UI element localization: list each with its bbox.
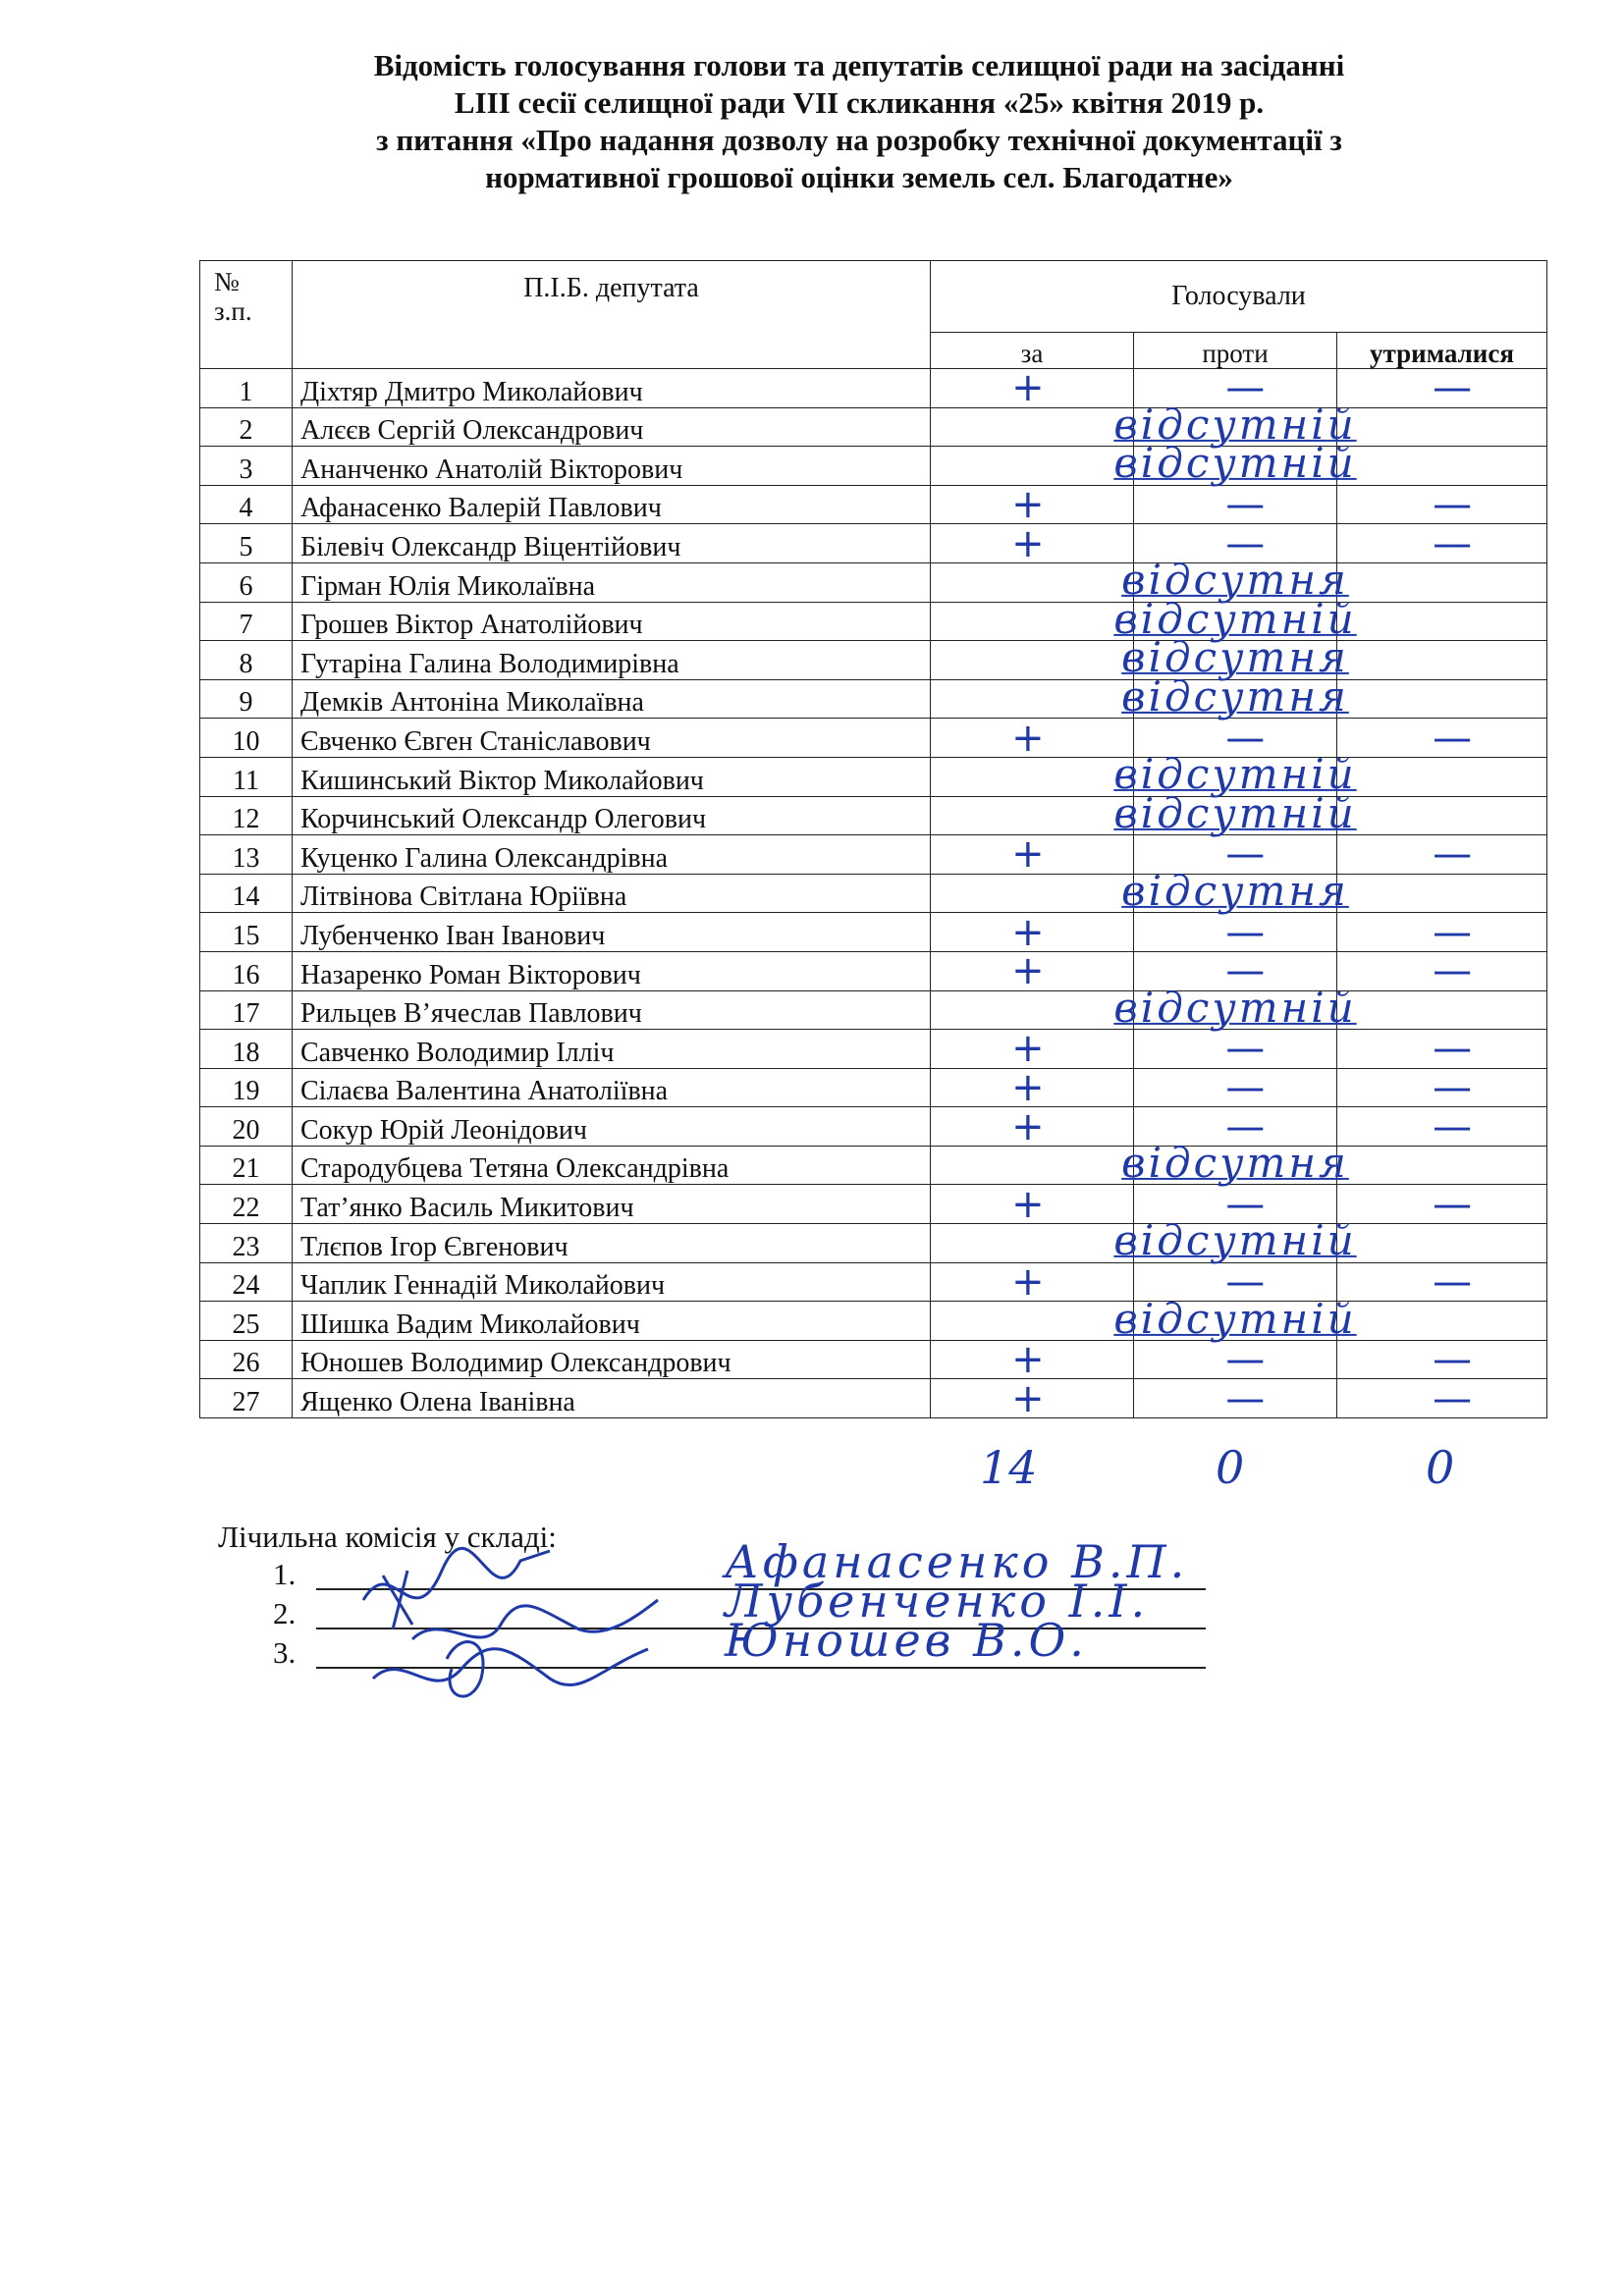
- handwritten-dash: —: [1225, 831, 1266, 878]
- handwritten-dash: —: [1225, 520, 1266, 566]
- vote-abstained-cell: [1337, 679, 1547, 719]
- vote-for-cell: [931, 948, 1134, 994]
- column-number-header: № з.п.: [200, 261, 293, 369]
- handwritten-dash: —: [1225, 1337, 1266, 1383]
- deputy-name: Діхтяр Дмитро Миколайович: [293, 369, 931, 408]
- vote-abstained-cell: [1337, 520, 1547, 566]
- vote-abstained-cell: [1337, 1375, 1547, 1421]
- deputy-name: Афанасенко Валерій Павлович: [293, 485, 931, 524]
- handwritten-plus: +: [1011, 1337, 1045, 1383]
- deputy-name: Корчинський Олександр Олегович: [293, 796, 931, 835]
- vote-abstained-cell: [1337, 909, 1547, 955]
- vote-against-cell: [1121, 866, 1349, 915]
- table-row: [200, 990, 1547, 1030]
- vote-abstained-cell: [1337, 1103, 1547, 1149]
- deputy-name: Білевіч Олександр Віцентійович: [293, 524, 931, 563]
- vote-abstained-cell: [1337, 1337, 1547, 1383]
- table-row: [200, 679, 1547, 719]
- vote-for-cell: [931, 796, 1134, 835]
- deputy-name: Куценко Галина Олександрівна: [293, 835, 931, 875]
- vote-for-cell: [931, 1064, 1134, 1110]
- vote-for-cell: [931, 1302, 1134, 1341]
- vote-abstained-cell: [1337, 602, 1547, 641]
- handwritten-plus: +: [1011, 1258, 1045, 1305]
- signature-number: 1.: [273, 1557, 297, 1591]
- signature-name: Юношев В.О.: [725, 1614, 1088, 1667]
- voting-table: [199, 260, 1547, 1421]
- vote-for-cell: [931, 1146, 1134, 1185]
- vote-for-cell: [931, 365, 1134, 411]
- total-against: 0: [1216, 1441, 1245, 1494]
- row-number: 16: [200, 951, 293, 990]
- row-number: 24: [200, 1262, 293, 1302]
- deputy-name: Тлєпов Ігор Євгенович: [293, 1224, 931, 1263]
- total-for: 14: [980, 1441, 1038, 1494]
- signature-name: Афанасенко В.П.: [725, 1535, 1189, 1588]
- handwritten-dash: —: [1433, 1337, 1473, 1383]
- vote-for-cell: [931, 757, 1134, 796]
- vote-for-cell: [931, 562, 1134, 602]
- row-number: 23: [200, 1224, 293, 1263]
- handwritten-dash: —: [1225, 715, 1266, 761]
- row-number: 25: [200, 1302, 293, 1341]
- deputy-name: Євченко Євген Станіславович: [293, 719, 931, 758]
- vote-for-cell: [931, 1103, 1134, 1149]
- handwritten-absent: відсутня: [1121, 633, 1349, 682]
- handwritten-absent: відсутня: [1121, 866, 1349, 915]
- deputy-name: Лубенченко Іван Іванович: [293, 913, 931, 952]
- vote-abstained-cell: [1337, 562, 1547, 602]
- handwritten-dash: —: [1225, 1064, 1266, 1110]
- table-row: [200, 796, 1547, 835]
- handwritten-plus: +: [1011, 520, 1045, 566]
- row-number: 7: [200, 602, 293, 641]
- vote-abstained-cell: [1337, 447, 1547, 486]
- deputy-name: Алєєв Сергій Олександрович: [293, 407, 931, 447]
- vote-for-cell: [931, 990, 1134, 1030]
- handwritten-plus: +: [1011, 831, 1045, 878]
- deputy-name: Ананченко Анатолій Вікторович: [293, 447, 931, 486]
- handwritten-dash: —: [1433, 909, 1473, 955]
- deputy-name: Юношев Володимир Олександрович: [293, 1340, 931, 1379]
- row-number: 17: [200, 990, 293, 1030]
- row-number: 12: [200, 796, 293, 835]
- vote-against-cell: [1121, 671, 1349, 721]
- row-number: 15: [200, 913, 293, 952]
- handwritten-dash: —: [1433, 1258, 1473, 1305]
- row-number: 18: [200, 1030, 293, 1069]
- vote-against-cell: [1113, 788, 1357, 837]
- deputy-name: Гутаріна Галина Володимирівна: [293, 641, 931, 680]
- row-number: 1: [200, 369, 293, 408]
- handwritten-signatures: [353, 1531, 668, 1718]
- vote-abstained-cell: [1337, 715, 1547, 761]
- table-row: [200, 1146, 1547, 1185]
- table-row: [200, 1379, 1547, 1418]
- table-row: [200, 1224, 1547, 1263]
- vote-against-cell: [1134, 482, 1337, 528]
- document-title: [236, 47, 1483, 196]
- deputy-name: Сілаєва Валентина Анатоліївна: [293, 1068, 931, 1107]
- deputy-name: Стародубцева Тетяна Олександрівна: [293, 1146, 931, 1185]
- handwritten-absent: відсутній: [1113, 750, 1357, 799]
- title-line-4: нормативної грошової оцінки земель сел. Благодатне»: [485, 160, 1233, 194]
- vote-abstained-cell: [1337, 1181, 1547, 1227]
- vote-for-cell: [931, 447, 1134, 486]
- vote-abstained-cell: [1337, 407, 1547, 447]
- vote-abstained-cell: [1337, 757, 1547, 796]
- handwritten-dash: —: [1433, 1026, 1473, 1072]
- vote-for-cell: [931, 641, 1134, 680]
- handwritten-absent: відсутня: [1121, 671, 1349, 721]
- column-abstained-header: утрималися: [1337, 333, 1547, 369]
- row-number: 20: [200, 1107, 293, 1147]
- column-for-header: за: [931, 333, 1134, 369]
- vote-for-cell: [931, 1026, 1134, 1072]
- handwritten-plus: +: [1011, 482, 1045, 528]
- title-line-3: з питання «Про надання дозволу на розробку технічної документації з: [376, 123, 1342, 157]
- handwritten-plus: +: [1011, 1375, 1045, 1421]
- vote-against-cell: [1113, 1294, 1357, 1343]
- row-number: 10: [200, 719, 293, 758]
- vote-against-cell: [1134, 1026, 1337, 1072]
- vote-abstained-cell: [1337, 365, 1547, 411]
- deputy-name: Демків Антоніна Миколаївна: [293, 679, 931, 719]
- row-number: 4: [200, 485, 293, 524]
- handwritten-dash: —: [1225, 482, 1266, 528]
- signature-number: 2.: [273, 1596, 297, 1630]
- deputy-name: Чаплик Геннадій Миколайович: [293, 1262, 931, 1302]
- row-number: 9: [200, 679, 293, 719]
- vote-for-cell: [931, 1337, 1134, 1383]
- handwritten-absent: відсутній: [1113, 788, 1357, 837]
- vote-against-cell: [1113, 983, 1357, 1032]
- table-row: [200, 1068, 1547, 1107]
- deputy-name: Гірман Юлія Миколаївна: [293, 562, 931, 602]
- table-row: [200, 485, 1547, 524]
- handwritten-dash: —: [1433, 1375, 1473, 1421]
- vote-for-cell: [931, 520, 1134, 566]
- row-number: 27: [200, 1379, 293, 1418]
- total-abstained: 0: [1426, 1441, 1455, 1494]
- column-against-header: проти: [1134, 333, 1337, 369]
- deputy-name: Сокур Юрій Леонідович: [293, 1107, 931, 1147]
- vote-abstained-cell: [1337, 990, 1547, 1030]
- vote-for-cell: [931, 407, 1134, 447]
- deputy-name: Грошев Віктор Анатолійович: [293, 602, 931, 641]
- row-number: 8: [200, 641, 293, 680]
- vote-for-cell: [931, 679, 1134, 719]
- row-number: 2: [200, 407, 293, 447]
- handwritten-plus: +: [1011, 1181, 1045, 1227]
- signature-number: 3.: [273, 1635, 297, 1670]
- handwritten-absent: відсутній: [1113, 1216, 1357, 1265]
- vote-for-cell: [931, 831, 1134, 878]
- vote-abstained-cell: [1337, 831, 1547, 878]
- handwritten-absent: відсутній: [1113, 983, 1357, 1032]
- vote-abstained-cell: [1337, 1026, 1547, 1072]
- handwritten-plus: +: [1011, 1103, 1045, 1149]
- handwritten-absent: відсутній: [1113, 1294, 1357, 1343]
- vote-for-cell: [931, 1258, 1134, 1305]
- handwritten-dash: —: [1433, 1064, 1473, 1110]
- handwritten-dash: —: [1433, 365, 1473, 411]
- vote-against-cell: [1134, 1337, 1337, 1383]
- vote-abstained-cell: [1337, 1224, 1547, 1263]
- table-row: [200, 913, 1547, 952]
- handwritten-dash: —: [1225, 1026, 1266, 1072]
- vote-abstained-cell: [1337, 1302, 1547, 1341]
- handwritten-plus: +: [1011, 365, 1045, 411]
- handwritten-dash: —: [1225, 1181, 1266, 1227]
- deputy-name: Кишинський Віктор Миколайович: [293, 757, 931, 796]
- row-number: 13: [200, 835, 293, 875]
- row-number: 22: [200, 1185, 293, 1224]
- row-number: 6: [200, 562, 293, 602]
- vote-abstained-cell: [1337, 874, 1547, 913]
- handwritten-absent: відсутня: [1121, 1139, 1349, 1188]
- handwritten-absent: відсутній: [1113, 594, 1357, 643]
- vote-for-cell: [931, 1181, 1134, 1227]
- deputy-name: Назаренко Роман Вікторович: [293, 951, 931, 990]
- vote-for-cell: [931, 602, 1134, 641]
- vote-abstained-cell: [1337, 1064, 1547, 1110]
- handwritten-plus: +: [1011, 715, 1045, 761]
- vote-against-cell: [1113, 1216, 1357, 1265]
- table-row: [200, 1030, 1547, 1069]
- row-number: 11: [200, 757, 293, 796]
- table-body: [200, 365, 1547, 1421]
- vote-for-cell: [931, 1375, 1134, 1421]
- commission-label: Лічильна комісія у складі:: [218, 1520, 557, 1554]
- handwritten-absent: відсутня: [1121, 556, 1349, 605]
- handwritten-dash: —: [1433, 948, 1473, 994]
- column-voted-header: Голосували: [931, 261, 1547, 333]
- deputy-name: Рильцев В’ячеслав Павлович: [293, 990, 931, 1030]
- handwritten-absent: відсутній: [1113, 400, 1357, 449]
- column-name-header: П.І.Б. депутата: [293, 261, 931, 369]
- row-number: 26: [200, 1340, 293, 1379]
- handwritten-dash: —: [1433, 831, 1473, 878]
- handwritten-plus: +: [1011, 948, 1045, 994]
- deputy-name: Тат’янко Василь Микитович: [293, 1185, 931, 1224]
- handwritten-dash: —: [1433, 520, 1473, 566]
- deputy-name: Савченко Володимир Ілліч: [293, 1030, 931, 1069]
- handwritten-plus: +: [1011, 1064, 1045, 1110]
- vote-abstained-cell: [1337, 796, 1547, 835]
- row-number: 14: [200, 874, 293, 913]
- signature-name: Лубенченко І.І.: [725, 1575, 1150, 1628]
- title-line-2: LIII сесії селищної ради VII скликання «25» квітня 2019 р.: [454, 85, 1265, 120]
- handwritten-dash: —: [1225, 365, 1266, 411]
- deputy-name: Літвінова Світлана Юріївна: [293, 874, 931, 913]
- vote-for-cell: [931, 1224, 1134, 1263]
- row-number: 21: [200, 1146, 293, 1185]
- row-number: 5: [200, 524, 293, 563]
- vote-against-cell: [1134, 909, 1337, 955]
- handwritten-dash: —: [1225, 948, 1266, 994]
- handwritten-dash: —: [1225, 1103, 1266, 1149]
- vote-abstained-cell: [1337, 482, 1547, 528]
- table-row: [200, 1302, 1547, 1341]
- deputy-name: Ященко Олена Іванівна: [293, 1379, 931, 1418]
- handwritten-dash: —: [1225, 909, 1266, 955]
- handwritten-absent: відсутній: [1113, 439, 1357, 488]
- vote-abstained-cell: [1337, 1146, 1547, 1185]
- vote-for-cell: [931, 482, 1134, 528]
- handwritten-dash: —: [1225, 1258, 1266, 1305]
- vote-abstained-cell: [1337, 948, 1547, 994]
- handwritten-dash: —: [1433, 1181, 1473, 1227]
- row-number: 3: [200, 447, 293, 486]
- deputy-name: Шишка Вадим Миколайович: [293, 1302, 931, 1341]
- row-number: 19: [200, 1068, 293, 1107]
- vote-against-cell: [1134, 1064, 1337, 1110]
- vote-for-cell: [931, 715, 1134, 761]
- title-line-1: Відомість голосування голови та депутатів селищної ради на засіданні: [373, 48, 1345, 82]
- table-row: [200, 874, 1547, 913]
- handwritten-dash: —: [1433, 1103, 1473, 1149]
- vote-for-cell: [931, 874, 1134, 913]
- handwritten-dash: —: [1225, 1375, 1266, 1421]
- vote-for-cell: [931, 909, 1134, 955]
- table-row: [200, 1340, 1547, 1379]
- handwritten-dash: —: [1433, 715, 1473, 761]
- vote-abstained-cell: [1337, 641, 1547, 680]
- vote-against-cell: [1113, 439, 1357, 488]
- vote-against-cell: [1134, 1375, 1337, 1421]
- vote-against-cell: [1121, 1139, 1349, 1188]
- handwritten-plus: +: [1011, 1026, 1045, 1072]
- handwritten-plus: +: [1011, 909, 1045, 955]
- handwritten-dash: —: [1433, 482, 1473, 528]
- vote-abstained-cell: [1337, 1258, 1547, 1305]
- table-row: [200, 447, 1547, 486]
